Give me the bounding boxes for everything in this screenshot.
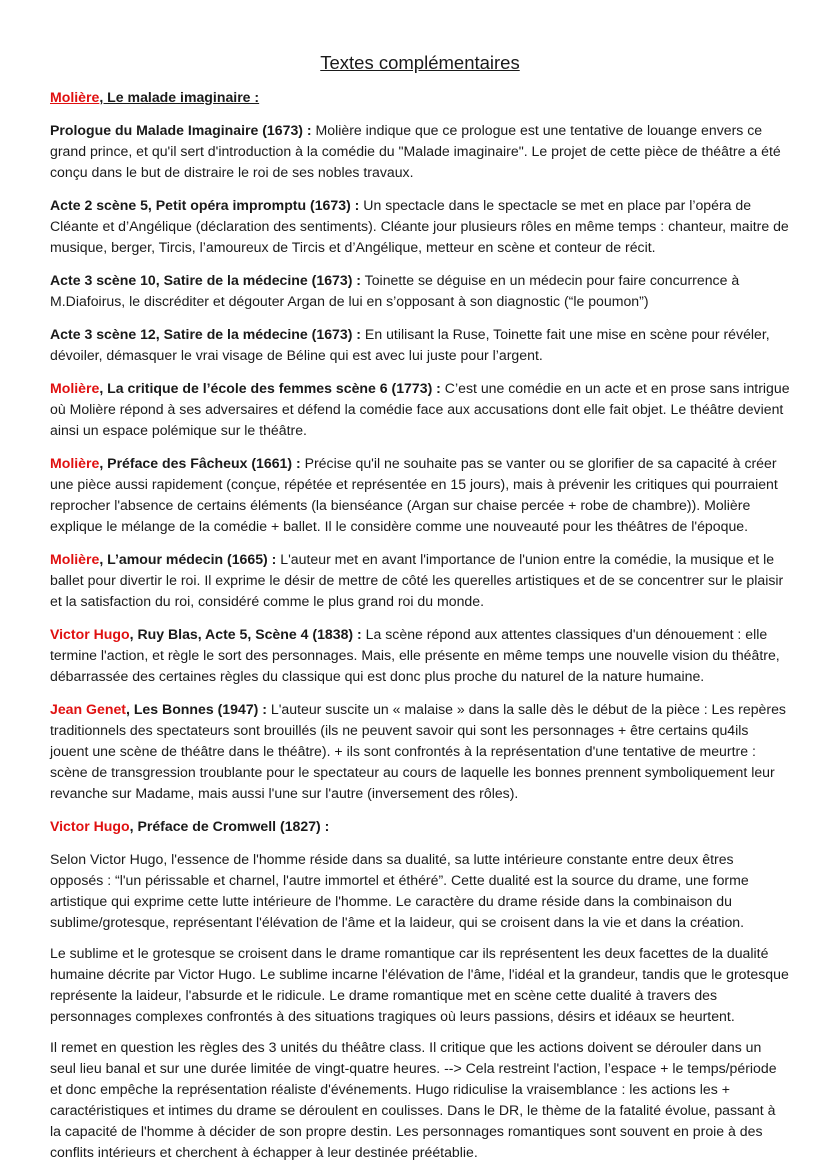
entry-heading: Prologue du Malade Imaginaire (1673) : bbox=[50, 122, 312, 138]
author-name: Victor Hugo bbox=[50, 818, 130, 834]
author-name: Molière bbox=[50, 551, 100, 567]
author-name: Molière bbox=[50, 89, 100, 105]
entry-heading: , L’amour médecin (1665) : bbox=[99, 551, 277, 567]
document-page bbox=[50, 52, 790, 1173]
page-title: Textes complémentaires bbox=[320, 52, 520, 73]
entry-ruy-blas bbox=[50, 624, 790, 687]
entry-preface-facheux bbox=[50, 453, 790, 537]
entry-text: Un spectacle dans le spectacle se met en place par l’opéra de Cléante et d’Angélique (déclaration des sentiments). Cléante jour plusieurs rôles en même temps : chanteur, maitre de musique, berger, Tircis, l’amoureux de Tircis et d’Angélique, metteur en scène et conteur de récit. bbox=[50, 197, 789, 255]
entry-text: L'auteur suscite un « malaise » dans la salle dès le début de la pièce : Les repères traditionnels des spectateurs sont brouillés (ils ne peuvent savoir qui sont les personnages + être certains qu4ils jouent une scène de théâtre dans le théâtre). + ils sont confrontés à la représentation d'une tentative de meurtre : scène de transgression troublante pour le spectateur au cours de laquelle les bonnes prennent symboliquement leur revanche sur Madame, mais aussi l'une sur l'autre (inversement des rôles). bbox=[50, 701, 786, 801]
entry-heading: Acte 2 scène 5, Petit opéra impromptu (1673) : bbox=[50, 197, 360, 213]
entry-heading: , Les Bonnes (1947) : bbox=[125, 701, 267, 717]
author-name: Jean Genet bbox=[50, 701, 126, 717]
entry-heading: Acte 3 scène 12, Satire de la médecine (1673) : bbox=[50, 326, 362, 342]
entry-les-bonnes bbox=[50, 699, 790, 804]
entry-heading: , Ruy Blas, Acte 5, Scène 4 (1838) : bbox=[129, 626, 362, 642]
entry-preface-cromwell bbox=[50, 816, 790, 837]
section-heading-malade-imaginaire bbox=[50, 87, 790, 108]
entry-acte3-scene10 bbox=[50, 270, 790, 312]
entry-text: Précise qu'il ne souhaite pas se vanter ou se glorifier de sa capacité à créer une pièce aussi rapidement (conçue, répétée et représentée en 15 jours), mais à prévenir les critiques qui pourraient reprocher l'absence de certains éléments (la bienséance (Argan sur chaise percée + robe de chambre)). Molière explique le mélange de la comédie + ballet. Il le considère comme une nouveauté pour les théâtres de l'époque. bbox=[50, 455, 778, 534]
entry-text: Toinette se déguise en un médecin pour faire concurrence à M.Diafoirus, le discréditer et dégouter Argan de lui en s’opposant à son diagnostic (“le poumon”) bbox=[50, 272, 740, 309]
entry-text: C’est une comédie en un acte et en prose sans intrigue où Molière répond à ses adversaires et défend la comédie face aux accusations dont elle fait objet. Le théâtre devient ainsi un espace polémique sur le théâtre. bbox=[50, 380, 790, 438]
author-name: Molière bbox=[50, 380, 100, 396]
entry-prologue bbox=[50, 120, 790, 183]
entry-heading: , Préface de Cromwell (1827) : bbox=[129, 818, 330, 834]
entry-amour-medecin bbox=[50, 549, 790, 612]
author-name: Victor Hugo bbox=[50, 626, 130, 642]
entry-text: L'auteur met en avant l'importance de l'union entre la comédie, la musique et le ballet pour divertir le roi. Il exprime le désir de mettre de côté les querelles artistiques et de se concentrer sur le plaisir et la satisfaction du roi, considéré comme le plus grand roi du monde. bbox=[50, 551, 784, 609]
entry-text: La scène répond aux attentes classiques d'un dénouement : elle termine l'action, et règle le sort des personnages. Mais, elle présente en même temps une nouvelle vision du théâtre, débarrassée des certaines règles du classique qui est donc plus proche du naturel de la nature humaine. bbox=[50, 626, 780, 684]
entry-acte3-scene12 bbox=[50, 324, 790, 366]
entry-heading: , Préface des Fâcheux (1661) : bbox=[99, 455, 301, 471]
author-name: Molière bbox=[50, 455, 100, 471]
entry-heading: , La critique de l’école des femmes scène 6 (1773) : bbox=[99, 380, 441, 396]
entry-heading: Acte 3 scène 10, Satire de la médecine (1673) : bbox=[50, 272, 362, 288]
entry-critique-ecole-femmes bbox=[50, 378, 790, 441]
entry-text: En utilisant la Ruse, Toinette fait une mise en scène pour révéler, dévoiler, démasquer le vrai visage de Béline qui est avec lui juste pour l’argent. bbox=[50, 326, 770, 363]
entry-acte2-scene5 bbox=[50, 195, 790, 258]
cromwell-paragraph-sublime-grotesque: Le sublime et le grotesque se croisent dans le drame romantique car ils représentent les deux facettes de la dualité humaine décrite par Victor Hugo. Le sublime incarne l'élévation de l'âme, l'idéal et la grandeur, tandis que le grotesque représente la laideur, l'absurde et le ridicule. Le drame romantique met en scène cette dualité à travers des personnages complexes confrontés à des situations tragiques où leurs passions, désirs et idéaux se heurtent. bbox=[50, 945, 789, 1024]
entry-text: Molière indique que ce prologue est une tentative de louange envers ce grand prince, et qu'il sert d'introduction à la comédie du "Malade imaginaire". Le projet de cette pièce de théâtre a été conçu dans le but de distraire le roi de ses nobles travaux. bbox=[50, 122, 781, 180]
cromwell-paragraph-trois-unites: Il remet en question les règles des 3 unités du théâtre class. Il critique que les actions doivent se dérouler dans un seul lieu banal et sur une durée limitée de vingt-quatre heures. --> Cela restreint l'action, l’espace + le temps/période et donc empêche la représentation réaliste d'événements. Hugo ridiculise la vraisemblance : les actions les + caractéristiques et intimes du drame se déroulent en coulisses. Dans le DR, le thème de la fatalité évolue, passant à la capacité de l'homme à décider de son propre destin. Les personnages romantiques sont souvent en proie à des conflits intérieurs et cherchent à échapper à leur destinée préétablie. bbox=[50, 1039, 777, 1160]
cromwell-paragraph-dualite: Selon Victor Hugo, l'essence de l'homme réside dans sa dualité, sa lutte intérieure constante entre deux êtres opposés : “l'un périssable et charnel, l'autre immortel et éthéré”. Cette dualité est la source du drame, une forme artistique qui exprime cette lutte intérieure de l'homme. Le caractère du drame réside dans la combinaison du sublime/grotesque, représentant l'élévation de l'âme et la laideur, qui se croisent dans la vie et dans la création. bbox=[50, 851, 749, 930]
work-title: , Le malade imaginaire : bbox=[99, 89, 260, 105]
